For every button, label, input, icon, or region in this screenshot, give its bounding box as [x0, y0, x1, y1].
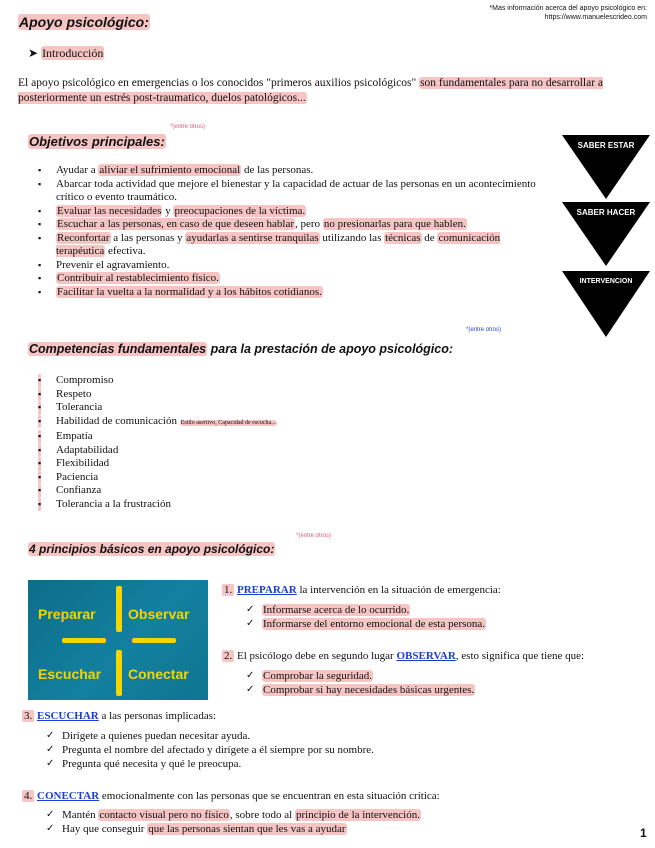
list-item: ✓ Hay que conseguir que las personas sientan que les vas a ayudar: [22, 822, 421, 836]
page-title-text: Apoyo psicológico:: [19, 14, 149, 30]
comunicacion-note: Estilo asertivo, Capacidad de escucha...: [180, 419, 276, 426]
step-conectar-checks: [22, 808, 421, 836]
list-item: ✓ Dirígete a quienes puedan necesitar ayuda.: [22, 729, 374, 743]
intro-label-text: Introducción: [42, 46, 104, 60]
competencias-heading: Competencias fundamentales para la prestación de apoyo psicológico:: [29, 342, 454, 356]
list-item: ▪ Empatía: [28, 430, 548, 444]
list-item: ▪ Flexibilidad: [28, 457, 548, 471]
list-item: ▪ Compromiso: [28, 374, 548, 388]
objetivos-list: [28, 164, 548, 299]
observar-link[interactable]: OBSERVAR: [396, 650, 456, 662]
source-note-url[interactable]: https://www.manuelescrideo.com: [544, 14, 647, 21]
step-escuchar: 3. ESCUCHAR a las personas implicadas:: [24, 710, 217, 722]
grid-label-observar: Observar: [128, 606, 190, 622]
list-item: ▪ Ayudar a aliviar el sufrimiento emocional de las personas.: [28, 164, 548, 178]
intro-paragraph: El apoyo psicológico en emergencias o los conocidos "primeros auxilios psicológicos" son fundamentales para no desarrollar a posteriormente un estrés post-traumatico, duelos patológicos...: [18, 77, 604, 104]
list-item: ✓ Mantén contacto visual pero no físico, sobre todo al principio de la intervención.: [22, 808, 421, 822]
list-item: ✓ Informarse del entorno emocional de esta persona.: [222, 617, 486, 631]
list-item: ▪ Escuchar a las personas, en caso de que deseen hablar, pero no presionarlas para que hablen.: [28, 218, 548, 232]
principios-heading: 4 principios básicos en apoyo psicológico:: [29, 542, 275, 556]
step-preparar-checks: [222, 603, 486, 631]
list-item: ▪ Confianza: [28, 484, 548, 498]
list-item: ▪ Paciencia: [28, 471, 548, 485]
triangle-saber-hacer: SABER HACER: [562, 202, 650, 266]
preparar-link[interactable]: PREPARAR: [237, 584, 297, 596]
page-title: [18, 14, 150, 30]
step-observar-checks: [222, 669, 475, 697]
list-item: ▪ Abarcar toda actividad que mejore el bienestar y la capacidad de actuar de las personas en un acontecimiento crítico o evento traumático.: [28, 178, 548, 205]
list-item: ✓ Pregunta el nombre del afectado y dirígete a él siempre por su nombre.: [22, 743, 374, 757]
list-item: ▪ Contribuir al restablecimiento físico.: [28, 272, 548, 286]
competencias-list: [28, 374, 548, 511]
list-item: ▪ Adaptabilidad: [28, 444, 548, 458]
objetivos-note: *(entre otros): [170, 124, 206, 130]
conectar-link[interactable]: CONECTAR: [37, 790, 100, 802]
list-item: ✓ Comprobar la seguridad.: [222, 669, 475, 683]
page-number: 1: [640, 826, 647, 840]
list-item: ▪ Respeto: [28, 388, 548, 402]
grid-label-escuchar: Escuchar: [38, 666, 102, 682]
list-item: ✓ Pregunta qué necesita y qué le preocupa.: [22, 757, 374, 771]
triangle-saber-estar: SABER ESTAR: [562, 135, 650, 199]
list-item: ▪ Habilidad de comunicación Estilo asertivo, Capacidad de escucha...: [28, 415, 548, 431]
list-item: ✓ Comprobar si hay necesidades básicas urgentes.: [222, 683, 475, 697]
list-item: ▪ Prevenir el agravamiento.: [28, 259, 548, 273]
escuchar-link[interactable]: ESCUCHAR: [37, 710, 99, 722]
list-item: ✓ Informarse acerca de lo ocurrido.: [222, 603, 486, 617]
objetivos-note-2: *(entre otros): [466, 327, 502, 333]
step-observar: 2. El psicólogo debe en segundo lugar OBSERVAR, esto significa que tiene que:: [224, 650, 585, 662]
list-item: ▪ Reconfortar a las personas y ayudarlas a sentirse tranquilas utilizando las técnicas de comunicación terapéutica efectiva.: [28, 232, 548, 259]
list-item: ▪ Tolerancia a la frustración: [28, 498, 548, 512]
principios-diagram: [28, 580, 208, 700]
intro-label: [28, 46, 104, 61]
step-conectar: 4. CONECTAR emocionalmente con las personas que se encuentran en esta situación crítica:: [24, 790, 440, 802]
step-escuchar-checks: [22, 729, 374, 771]
objetivos-heading: Objetivos principales:: [29, 134, 165, 149]
source-note: [489, 4, 647, 22]
triangle-intervencion: INTERVENCION: [562, 271, 650, 337]
source-note-line1: *Mas información acerca del apoyo psicológico en:: [489, 5, 647, 12]
principios-note: *(entre otros): [296, 533, 332, 539]
list-item: ▪ Evaluar las necesidades y preocupaciones de la víctima.: [28, 205, 548, 219]
arrow-right-icon: ➤: [28, 46, 39, 60]
step-preparar: 1. PREPARAR la intervención en la situación de emergencia:: [224, 584, 501, 596]
grid-label-preparar: Preparar: [38, 606, 96, 622]
list-item: ▪ Facilitar la vuelta a la normalidad y a los hábitos cotidianos.: [28, 286, 548, 300]
list-item: ▪ Tolerancia: [28, 401, 548, 415]
grid-label-conectar: Conectar: [128, 666, 189, 682]
